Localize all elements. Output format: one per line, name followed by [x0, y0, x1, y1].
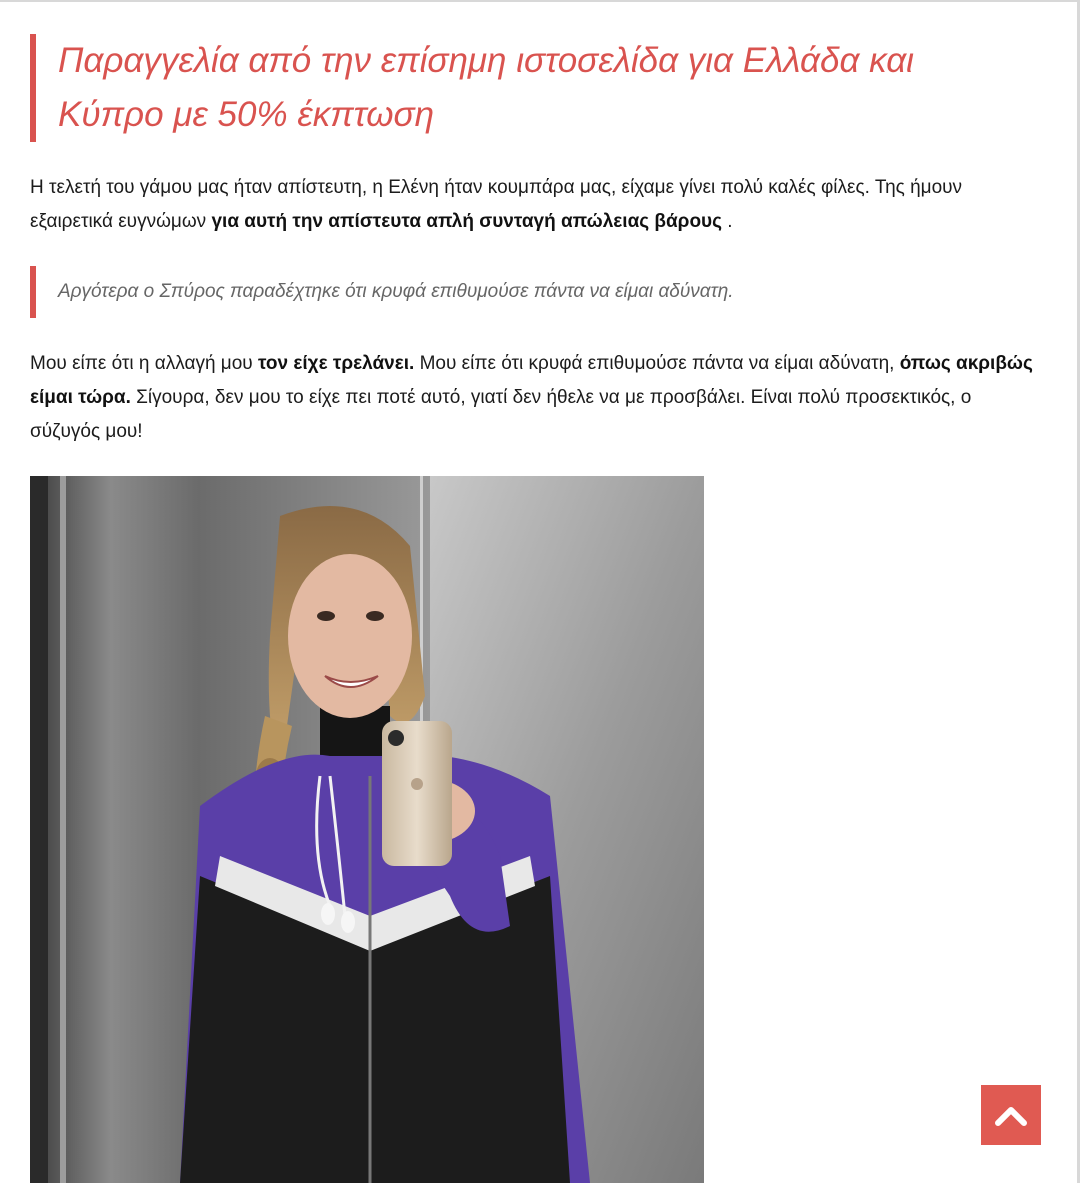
paragraph-bold-text: για αυτή την απίστευτα απλή συνταγή απώλειας βάρους [211, 211, 722, 232]
paragraph-text: Σίγουρα, δεν μου το είχε πει ποτέ αυτό, γιατί δεν ήθελε να με προσβάλει. Είναι πολύ προσεκτικός, ο σύζυγός μου! [30, 387, 972, 442]
intro-paragraph [30, 171, 1040, 239]
paragraph-text: Η τελετή του γάμου μας ήταν απίστευτη, η Ελένη ήταν κουμπάρα μας, είχαμε γίνει πολύ καλές φίλες. Της ήμουν εξαιρετικά ευγνώμων [30, 177, 963, 232]
quote-text: Αργότερα ο Σπύρος παραδέχτηκε ότι κρυφά επιθυμούσε πάντα να είμαι αδύνατη. [58, 281, 734, 302]
page-title: Παραγγελία από την επίσημη ιστοσελίδα για Ελλάδα και Κύπρο με 50% έκπτωση [58, 41, 914, 134]
paragraph-bold-text: τον είχε τρελάνει. [257, 353, 415, 374]
paragraph-bold-text: όπως ακριβώς είμαι τώρα. [30, 353, 1033, 408]
paragraph-text: Μου είπε ότι η αλλαγή μου [30, 353, 258, 374]
scroll-to-top-button[interactable] [981, 1085, 1041, 1145]
page-frame-top [0, 0, 1080, 2]
story-paragraph [30, 347, 1040, 449]
blockquote [30, 266, 1058, 318]
paragraph-text: . [721, 211, 733, 232]
paragraph-text: Μου είπε ότι κρυφά επιθυμούσε πάντα να είμαι αδύνατη, [414, 353, 900, 374]
chevron-up-icon [995, 1104, 1027, 1126]
headline-block [30, 34, 1018, 142]
mirror-selfie-photo [30, 476, 704, 1183]
